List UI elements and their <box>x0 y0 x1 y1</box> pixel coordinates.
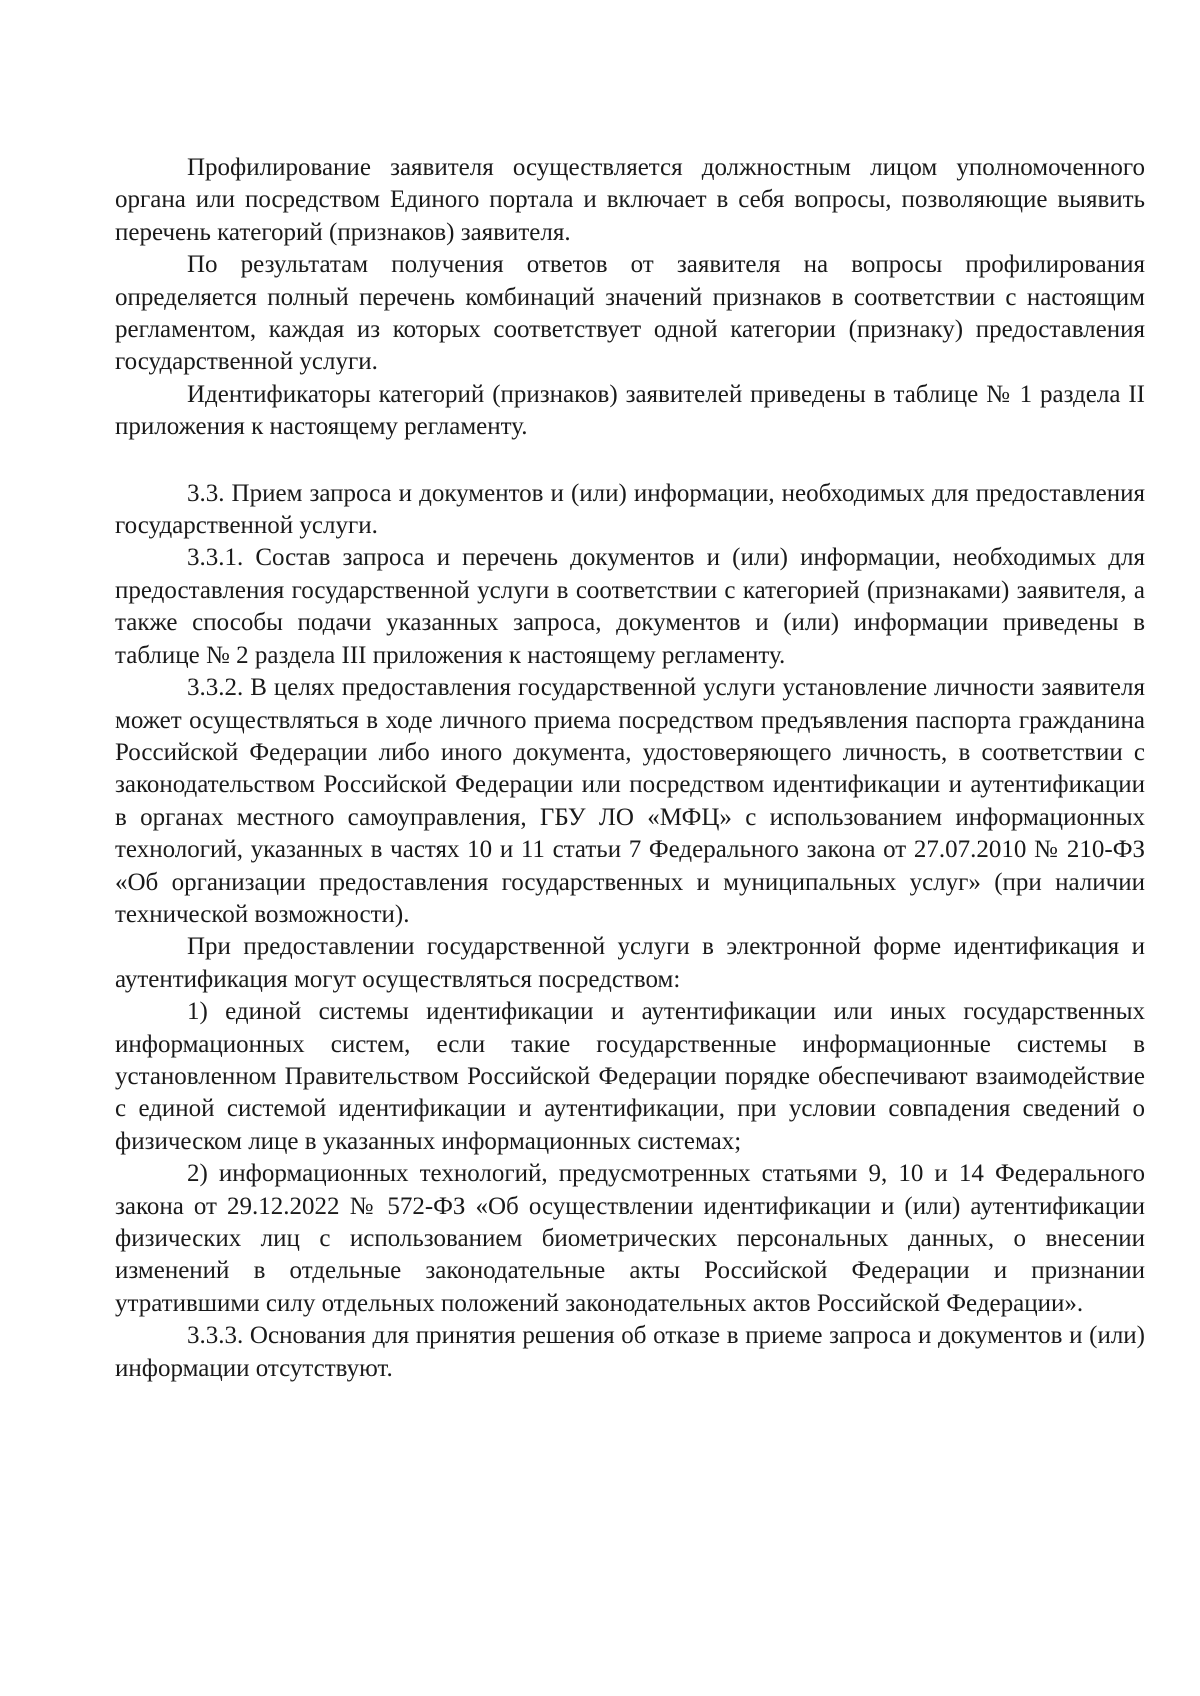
paragraph-electronic-identification: При предоставлении государственной услуги в электронной форме идентификация и аутентификация могут осуществляться посредством: <box>115 933 1145 993</box>
paragraph-profiling-results: По результатам получения ответов от заявителя на вопросы профилирования определяется полный перечень комбинаций значений признаков в соответствии с настоящим регламентом, каждая из которых соответствует одной категории (признаку) предоставления государственной услуги. <box>115 251 1145 376</box>
list-item-2: 2) информационных технологий, предусмотренных статьями 9, 10 и 14 Федерального закона от 29.12.2022 № 572-ФЗ «Об осуществлении идентификации и (или) аутентификации физических лиц с использованием биометрических персональных данных, о внесении изменений в отдельные законодательные акты Российской Федерации и признании утратившими силу отдельных положений законодательных актов Российской Федерации». <box>115 1160 1145 1317</box>
document-body <box>115 152 1145 1385</box>
paragraph-category-identifiers: Идентификаторы категорий (признаков) заявителей приведены в таблице № 1 раздела II приложения к настоящему регламенту. <box>115 380 1145 441</box>
paragraph-3-3-3: 3.3.3. Основания для принятия решения об отказе в приеме запроса и документов и (или) информации отсутствуют. <box>115 1322 1145 1382</box>
section-gap <box>115 444 1145 478</box>
paragraph-3-3-2: 3.3.2. В целях предоставления государственной услуги установление личности заявителя может осуществляться в ходе личного приема посредством предъявления паспорта гражданина Российской Федерации либо иного документа, удостоверяющего личность, в соответствии с законодательством Российской Федерации или посредством идентификации и аутентификации в органах местного самоуправления, ГБУ ЛО «МФЦ» с использованием информационных технологий, указанных в частях 10 и 11 статьи 7 Федерального закона от 27.07.2010 № 210-ФЗ «Об организации предоставления государственных и муниципальных услуг» (при наличии технической возможности). <box>115 674 1145 928</box>
paragraph-profiling: Профилирование заявителя осуществляется должностным лицом уполномоченного органа или посредством Единого портала и включает в себя вопросы, позволяющие выявить перечень категорий (признаков) заявителя. <box>115 154 1145 246</box>
section-heading-3-3: 3.3. Прием запроса и документов и (или) информации, необходимых для предоставления государственной услуги. <box>115 479 1145 540</box>
list-item-1: 1) единой системы идентификации и аутентификации или иных государственных информационных систем, если такие государственные информационные системы в установленном Правительством Российской Федерации порядке обеспечивают взаимодействие с единой системой идентификации и аутентификации, при условии совпадения сведений о физическом лице в указанных информационных системах; <box>115 998 1145 1155</box>
paragraph-3-3-1: 3.3.1. Состав запроса и перечень документов и (или) информации, необходимых для предоставления государственной услуги в соответствии с категорией (признаками) заявителя, а также способы подачи указанных запроса, документов и (или) информации приведены в таблице № 2 раздела III приложения к настоящему регламенту. <box>115 544 1145 669</box>
